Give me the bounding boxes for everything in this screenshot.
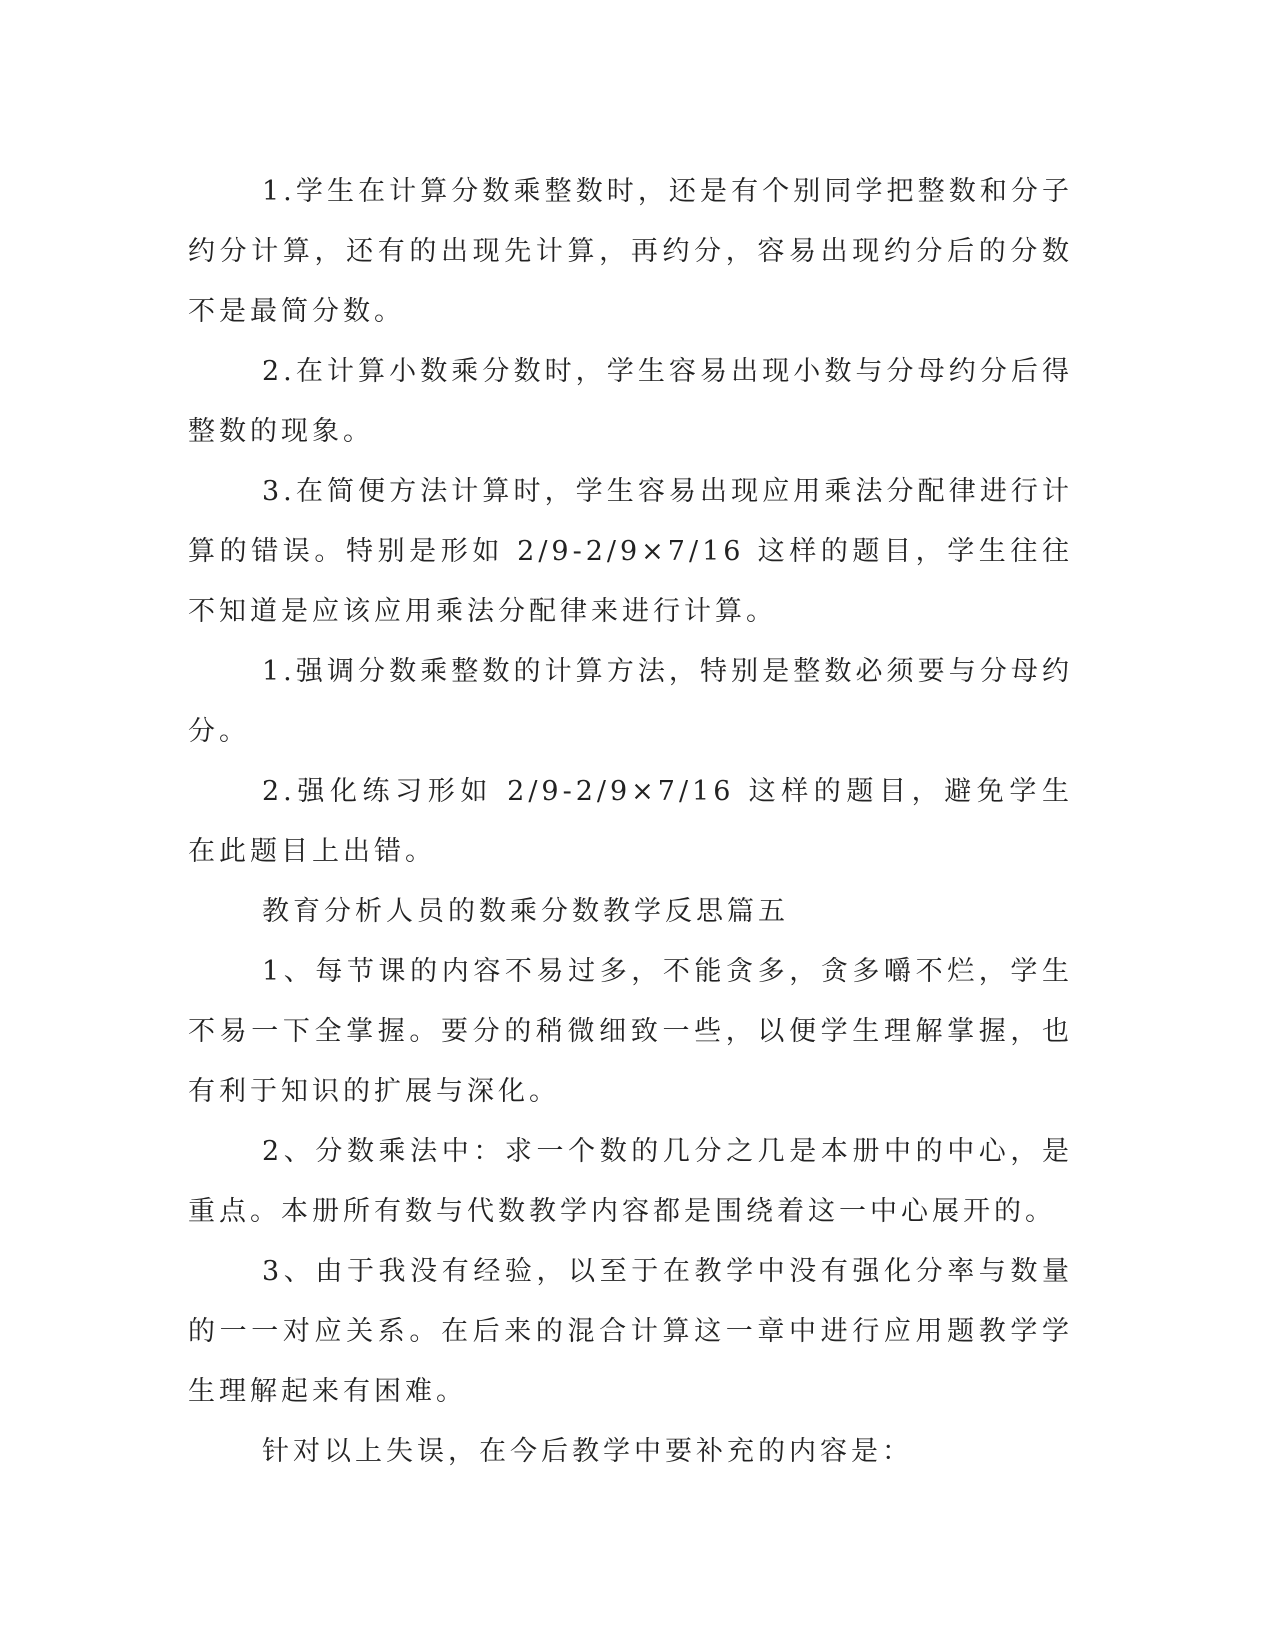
section-heading: 教育分析人员的数乘分数教学反思篇五	[262, 896, 789, 927]
paragraph-conclusion: 针对以上失误，在今后教学中要补充的内容是：	[262, 1436, 913, 1467]
paragraph-error-2: 2.在计算小数乘分数时，学生容易出现小数与分母约分后得整数的现象。	[188, 356, 1073, 447]
paragraph-error-1: 1.学生在计算分数乘整数时，还是有个别同学把整数和分子约分计算，还有的出现先计算，再约分，容易出现约分后的分数不是最简分数。	[188, 176, 1073, 327]
paragraph-measure-2: 2.强化练习形如 2/9-2/9×7/16 这样的题目，避免学生在此题目上出错。	[188, 776, 1073, 867]
paragraph-error-3: 3.在简便方法计算时，学生容易出现应用乘法分配律进行计算的错误。特别是形如 2/9-2/9×7/16 这样的题目，学生往往不知道是应该应用乘法分配律来进行计算。	[188, 476, 1073, 627]
document-body	[188, 162, 1073, 1482]
paragraph-reflection-1: 1、每节课的内容不易过多，不能贪多，贪多嚼不烂，学生不易一下全掌握。要分的稍微细致一些，以便学生理解掌握，也有利于知识的扩展与深化。	[188, 956, 1073, 1107]
paragraph-measure-1: 1.强调分数乘整数的计算方法，特别是整数必须要与分母约分。	[188, 656, 1073, 747]
paragraph-reflection-3: 3、由于我没有经验，以至于在教学中没有强化分率与数量的一一对应关系。在后来的混合计算这一章中进行应用题教学学生理解起来有困难。	[188, 1256, 1073, 1407]
paragraph-reflection-2: 2、分数乘法中：求一个数的几分之几是本册中的中心，是重点。本册所有数与代数教学内容都是围绕着这一中心展开的。	[188, 1136, 1073, 1227]
